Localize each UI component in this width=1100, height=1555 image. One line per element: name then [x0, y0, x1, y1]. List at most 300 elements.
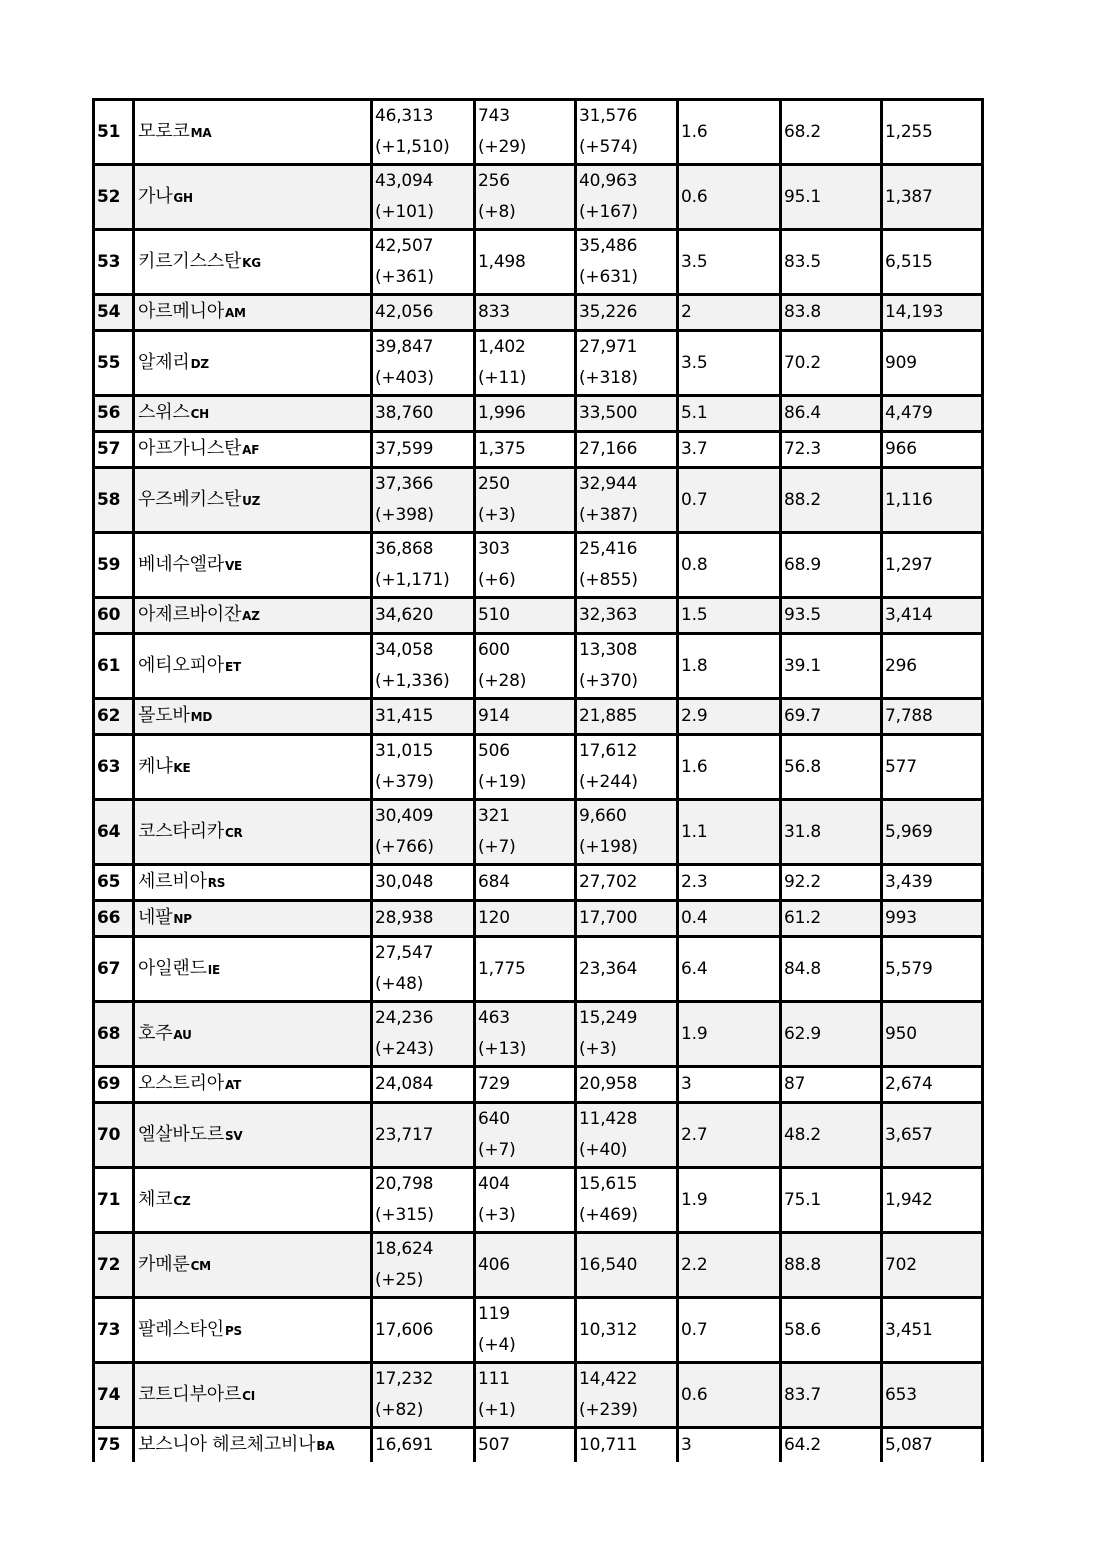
table-row [94, 230, 983, 295]
recovery-rate-value: 62.9 [784, 1023, 822, 1044]
recovered-value: 14,422 [579, 1369, 638, 1389]
table-row [94, 396, 983, 432]
per-million-value: 1,255 [885, 121, 933, 142]
deaths-delta: (+29) [478, 137, 527, 157]
recovered-value: 31,576 [579, 106, 638, 126]
cases-delta: (+25) [375, 1270, 424, 1290]
country-cell [134, 396, 372, 432]
deaths-value: 250 [478, 474, 510, 494]
per-million-value: 2,674 [885, 1074, 933, 1094]
country-code: IE [207, 962, 221, 977]
fatality-rate-value: 3.5 [681, 251, 708, 272]
deaths-cell [475, 598, 576, 634]
recovery-rate-cell [781, 1067, 882, 1103]
table-row [94, 901, 983, 937]
deaths-delta: (+7) [478, 1140, 516, 1160]
fatality-rate-cell [678, 295, 781, 331]
cases-delta: (+101) [375, 202, 434, 222]
table-row [94, 1103, 983, 1168]
cases-cell [372, 100, 475, 165]
cases-delta: (+82) [375, 1400, 424, 1420]
fatality-rate-value: 0.7 [681, 489, 708, 510]
rank-number: 51 [97, 121, 121, 142]
fatality-rate-value: 5.1 [681, 403, 708, 423]
rank-number: 65 [97, 872, 121, 892]
per-million-value: 3,657 [885, 1124, 933, 1145]
recovery-rate-cell [781, 1002, 882, 1067]
rank-number: 59 [97, 554, 121, 575]
per-million-cell [882, 1428, 983, 1463]
recovered-cell [576, 1363, 678, 1428]
country-code: GH [173, 190, 193, 205]
recovery-rate-value: 86.4 [784, 403, 822, 423]
cases-value: 46,313 [375, 106, 434, 126]
rank-number: 53 [97, 251, 121, 272]
deaths-value: 256 [478, 171, 510, 191]
recovery-rate-cell [781, 1428, 882, 1463]
fatality-rate-cell [678, 1428, 781, 1463]
recovery-rate-cell [781, 533, 882, 598]
country-code: PS [224, 1323, 242, 1338]
per-million-cell [882, 468, 983, 533]
fatality-rate-cell [678, 432, 781, 468]
fatality-rate-value: 2.7 [681, 1124, 708, 1145]
country-name: 케냐 [138, 755, 173, 777]
recovered-cell [576, 533, 678, 598]
table-row [94, 699, 983, 735]
recovered-cell [576, 331, 678, 396]
fatality-rate-cell [678, 230, 781, 295]
cases-value: 37,599 [375, 439, 434, 459]
country-cell [134, 533, 372, 598]
table-row [94, 800, 983, 865]
table-row [94, 331, 983, 396]
rank-number: 54 [97, 302, 121, 322]
per-million-cell [882, 937, 983, 1002]
country-cell [134, 1428, 372, 1463]
rank-number: 52 [97, 186, 121, 207]
recovered-delta: (+387) [579, 505, 638, 525]
country-code: KE [173, 760, 191, 775]
table-row [94, 937, 983, 1002]
deaths-cell [475, 1067, 576, 1103]
country-code: CH [190, 407, 210, 421]
country-name: 세르비아 [138, 871, 207, 892]
per-million-value: 577 [885, 756, 917, 777]
deaths-delta: (+3) [478, 1205, 516, 1225]
deaths-cell [475, 1002, 576, 1067]
rank-number: 66 [97, 908, 121, 928]
fatality-rate-value: 1.9 [681, 1189, 708, 1210]
country-code: AM [224, 306, 246, 320]
recovered-value: 25,416 [579, 539, 638, 559]
table-row [94, 1067, 983, 1103]
deaths-value: 1,375 [478, 439, 526, 459]
country-cell [134, 230, 372, 295]
cases-delta: (+1,510) [375, 137, 450, 157]
fatality-rate-value: 2.2 [681, 1254, 708, 1275]
country-code: UZ [242, 493, 261, 508]
cases-delta: (+1,336) [375, 671, 450, 691]
recovery-rate-cell [781, 165, 882, 230]
fatality-rate-cell [678, 1298, 781, 1363]
cases-cell [372, 331, 475, 396]
rank-cell [94, 937, 134, 1002]
recovery-rate-value: 56.8 [784, 756, 822, 777]
country-code: VE [224, 558, 243, 573]
recovered-cell [576, 699, 678, 735]
rank-number: 63 [97, 756, 121, 777]
country-cell [134, 100, 372, 165]
deaths-value: 1,498 [478, 251, 526, 272]
rank-cell [94, 1002, 134, 1067]
country-name: 팔레스타인 [138, 1318, 224, 1340]
per-million-value: 6,515 [885, 251, 933, 272]
per-million-value: 1,116 [885, 489, 933, 510]
deaths-value: 1,996 [478, 403, 526, 423]
per-million-value: 3,414 [885, 605, 933, 625]
table-row [94, 1298, 983, 1363]
deaths-value: 463 [478, 1008, 510, 1028]
recovery-rate-cell [781, 865, 882, 901]
deaths-cell [475, 468, 576, 533]
country-code: BA [316, 1439, 335, 1453]
fatality-rate-cell [678, 1233, 781, 1298]
deaths-delta: (+6) [478, 570, 516, 590]
recovered-value: 9,660 [579, 806, 627, 826]
fatality-rate-cell [678, 937, 781, 1002]
country-code: ET [224, 659, 241, 674]
country-name: 코스타리카 [138, 820, 224, 842]
deaths-value: 119 [478, 1304, 510, 1324]
table-row [94, 165, 983, 230]
recovered-cell [576, 735, 678, 800]
fatality-rate-value: 0.7 [681, 1319, 708, 1340]
cases-value: 27,547 [375, 943, 434, 963]
recovered-cell [576, 634, 678, 699]
country-name: 아일랜드 [138, 957, 207, 979]
country-code: AU [173, 1027, 192, 1042]
rank-cell [94, 432, 134, 468]
cases-value: 42,056 [375, 302, 434, 322]
deaths-value: 506 [478, 741, 510, 761]
recovered-delta: (+167) [579, 202, 638, 222]
recovered-cell [576, 1298, 678, 1363]
cases-cell [372, 1067, 475, 1103]
recovered-value: 15,615 [579, 1174, 638, 1194]
cases-delta: (+398) [375, 505, 434, 525]
fatality-rate-value: 0.6 [681, 186, 708, 207]
per-million-value: 3,439 [885, 872, 933, 892]
recovered-delta: (+318) [579, 368, 638, 388]
rank-number: 57 [97, 439, 121, 459]
cases-value: 28,938 [375, 908, 434, 928]
recovered-cell [576, 1233, 678, 1298]
rank-cell [94, 1103, 134, 1168]
rank-cell [94, 533, 134, 598]
per-million-cell [882, 735, 983, 800]
recovered-cell [576, 432, 678, 468]
country-name: 아제르바이잔 [138, 604, 242, 625]
cases-value: 23,717 [375, 1124, 434, 1145]
recovered-value: 27,702 [579, 872, 638, 892]
country-name: 가나 [138, 185, 173, 207]
table-row [94, 1428, 983, 1463]
rank-number: 60 [97, 605, 121, 625]
deaths-cell [475, 165, 576, 230]
deaths-cell [475, 230, 576, 295]
per-million-cell [882, 1233, 983, 1298]
table-row [94, 100, 983, 165]
rank-cell [94, 901, 134, 937]
country-name: 오스트리아 [138, 1073, 224, 1094]
rank-number: 62 [97, 706, 121, 726]
fatality-rate-value: 2 [681, 302, 692, 322]
fatality-rate-cell [678, 165, 781, 230]
per-million-cell [882, 432, 983, 468]
deaths-delta: (+19) [478, 772, 527, 792]
recovery-rate-value: 72.3 [784, 439, 822, 459]
rank-number: 74 [97, 1384, 121, 1405]
country-cell [134, 432, 372, 468]
per-million-cell [882, 230, 983, 295]
table-row [94, 468, 983, 533]
deaths-cell [475, 1428, 576, 1463]
country-cell [134, 1298, 372, 1363]
recovered-value: 27,166 [579, 439, 638, 459]
deaths-value: 404 [478, 1174, 510, 1194]
country-name: 아르메니아 [138, 301, 224, 322]
recovered-value: 35,226 [579, 302, 638, 322]
recovered-cell [576, 865, 678, 901]
cases-cell [372, 937, 475, 1002]
cases-cell [372, 1298, 475, 1363]
rank-cell [94, 865, 134, 901]
cases-value: 34,620 [375, 605, 434, 625]
rank-cell [94, 699, 134, 735]
per-million-value: 966 [885, 439, 917, 459]
deaths-cell [475, 331, 576, 396]
country-name: 카메룬 [138, 1253, 190, 1275]
fatality-rate-cell [678, 634, 781, 699]
country-name: 엘살바도르 [138, 1123, 224, 1145]
recovery-rate-cell [781, 1363, 882, 1428]
fatality-rate-value: 6.4 [681, 958, 708, 979]
cases-value: 24,236 [375, 1008, 434, 1028]
deaths-cell [475, 396, 576, 432]
country-code: AZ [242, 609, 260, 623]
deaths-cell [475, 100, 576, 165]
recovery-rate-value: 92.2 [784, 872, 822, 892]
recovered-delta: (+855) [579, 570, 638, 590]
per-million-cell [882, 396, 983, 432]
per-million-cell [882, 901, 983, 937]
recovered-cell [576, 1002, 678, 1067]
recovery-rate-value: 68.9 [784, 554, 822, 575]
per-million-value: 1,942 [885, 1189, 933, 1210]
rank-number: 67 [97, 958, 121, 979]
country-cell [134, 901, 372, 937]
cases-value: 31,015 [375, 741, 434, 761]
recovery-rate-value: 95.1 [784, 186, 822, 207]
recovery-rate-cell [781, 634, 882, 699]
cases-value: 39,847 [375, 337, 434, 357]
recovery-rate-cell [781, 295, 882, 331]
cases-cell [372, 432, 475, 468]
per-million-value: 1,387 [885, 186, 933, 207]
fatality-rate-cell [678, 735, 781, 800]
deaths-value: 1,402 [478, 337, 526, 357]
country-cell [134, 295, 372, 331]
country-name: 스위스 [138, 402, 190, 423]
recovered-cell [576, 1168, 678, 1233]
fatality-rate-cell [678, 901, 781, 937]
deaths-delta: (+28) [478, 671, 527, 691]
recovery-rate-value: 68.2 [784, 121, 822, 142]
deaths-delta: (+13) [478, 1039, 527, 1059]
recovery-rate-cell [781, 800, 882, 865]
recovered-cell [576, 1428, 678, 1463]
fatality-rate-cell [678, 800, 781, 865]
cases-cell [372, 165, 475, 230]
cases-cell [372, 800, 475, 865]
cases-delta: (+361) [375, 267, 434, 287]
deaths-cell [475, 1298, 576, 1363]
deaths-value: 914 [478, 706, 510, 726]
country-code: RS [207, 876, 226, 890]
recovery-rate-value: 88.2 [784, 489, 822, 510]
per-million-value: 14,193 [885, 302, 944, 322]
cases-delta: (+315) [375, 1205, 434, 1225]
country-cell [134, 1363, 372, 1428]
fatality-rate-value: 2.3 [681, 872, 708, 892]
per-million-value: 7,788 [885, 706, 933, 726]
recovery-rate-value: 58.6 [784, 1319, 822, 1340]
country-name: 호주 [138, 1022, 173, 1044]
per-million-value: 993 [885, 908, 917, 928]
covid-country-table-page [92, 98, 984, 1462]
deaths-value: 303 [478, 539, 510, 559]
fatality-rate-cell [678, 1002, 781, 1067]
rank-number: 71 [97, 1189, 121, 1210]
cases-cell [372, 533, 475, 598]
fatality-rate-cell [678, 533, 781, 598]
table-row [94, 1002, 983, 1067]
recovered-cell [576, 295, 678, 331]
country-cell [134, 699, 372, 735]
rank-cell [94, 735, 134, 800]
per-million-value: 950 [885, 1023, 917, 1044]
cases-value: 31,415 [375, 706, 434, 726]
country-cell [134, 1103, 372, 1168]
deaths-value: 507 [478, 1435, 510, 1455]
per-million-value: 296 [885, 655, 917, 676]
recovered-value: 10,312 [579, 1319, 638, 1340]
rank-number: 64 [97, 821, 121, 842]
table-row [94, 295, 983, 331]
deaths-cell [475, 1363, 576, 1428]
recovery-rate-cell [781, 598, 882, 634]
recovery-rate-value: 64.2 [784, 1435, 822, 1455]
deaths-cell [475, 1103, 576, 1168]
deaths-delta: (+4) [478, 1335, 516, 1355]
recovery-rate-value: 87 [784, 1074, 806, 1094]
recovery-rate-value: 88.8 [784, 1254, 822, 1275]
recovered-delta: (+3) [579, 1039, 617, 1059]
country-cell [134, 865, 372, 901]
deaths-cell [475, 1233, 576, 1298]
cases-value: 24,084 [375, 1074, 434, 1094]
deaths-cell [475, 533, 576, 598]
per-million-value: 5,579 [885, 958, 933, 979]
country-name: 알제리 [138, 351, 190, 373]
country-cell [134, 634, 372, 699]
deaths-delta: (+7) [478, 837, 516, 857]
per-million-cell [882, 100, 983, 165]
country-name: 체코 [138, 1188, 173, 1210]
cases-value: 38,760 [375, 403, 434, 423]
recovered-value: 17,612 [579, 741, 638, 761]
country-code: SV [224, 1128, 243, 1143]
recovered-delta: (+370) [579, 671, 638, 691]
recovered-value: 32,944 [579, 474, 638, 494]
cases-delta: (+766) [375, 837, 434, 857]
recovered-value: 35,486 [579, 236, 638, 256]
recovery-rate-value: 39.1 [784, 655, 822, 676]
country-cell [134, 1067, 372, 1103]
country-code: AT [224, 1078, 242, 1092]
fatality-rate-cell [678, 396, 781, 432]
cases-value: 36,868 [375, 539, 434, 559]
country-cell [134, 800, 372, 865]
cases-delta: (+403) [375, 368, 434, 388]
cases-cell [372, 1233, 475, 1298]
cases-value: 16,691 [375, 1435, 434, 1455]
per-million-cell [882, 1168, 983, 1233]
recovery-rate-value: 83.8 [784, 302, 822, 322]
fatality-rate-value: 0.4 [681, 908, 708, 928]
deaths-cell [475, 901, 576, 937]
deaths-value: 600 [478, 640, 510, 660]
recovered-value: 15,249 [579, 1008, 638, 1028]
recovered-delta: (+239) [579, 1400, 638, 1420]
cases-delta: (+48) [375, 974, 424, 994]
recovery-rate-value: 84.8 [784, 958, 822, 979]
rank-number: 70 [97, 1124, 121, 1145]
recovered-value: 21,885 [579, 706, 638, 726]
table-row [94, 598, 983, 634]
per-million-cell [882, 1103, 983, 1168]
rank-cell [94, 396, 134, 432]
cases-value: 30,409 [375, 806, 434, 826]
recovery-rate-cell [781, 735, 882, 800]
cases-cell [372, 699, 475, 735]
cases-value: 18,624 [375, 1239, 434, 1259]
recovery-rate-cell [781, 1103, 882, 1168]
per-million-cell [882, 1363, 983, 1428]
country-name: 에티오피아 [138, 654, 224, 676]
country-code: NP [173, 912, 192, 926]
table-body [94, 100, 983, 1463]
per-million-cell [882, 699, 983, 735]
rank-number: 56 [97, 403, 121, 423]
deaths-cell [475, 1168, 576, 1233]
deaths-value: 833 [478, 302, 510, 322]
deaths-cell [475, 295, 576, 331]
rank-cell [94, 634, 134, 699]
fatality-rate-value: 1.6 [681, 121, 708, 142]
country-cell [134, 1168, 372, 1233]
